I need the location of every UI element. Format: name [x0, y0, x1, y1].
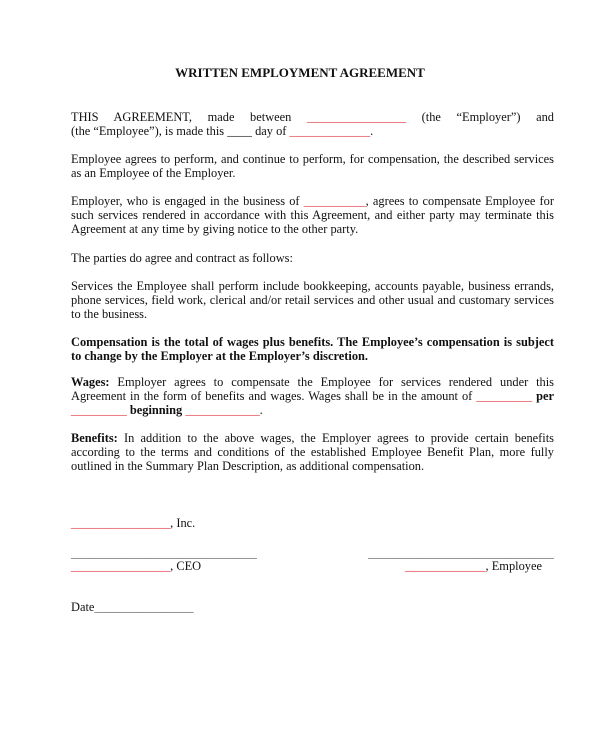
text-line — [71, 306, 147, 322]
text-line — [405, 558, 542, 574]
text-segment: to the business. — [71, 307, 148, 321]
text-segment: In addition to the above wages, the Employer agrees to provide certain benefits — [117, 431, 554, 445]
fill-in-blank[interactable]: _____________ — [289, 124, 371, 138]
text-segment: Employee agrees to perform, and continue to perform, for compensation, the described services — [71, 152, 554, 166]
fill-in-blank[interactable]: _________ — [476, 389, 533, 403]
text-segment: , Employee — [485, 559, 542, 573]
text-line — [71, 515, 195, 531]
text-segment: , Inc. — [170, 516, 196, 530]
text-segment: Employer, who is engaged in the business of — [71, 194, 304, 208]
text-line — [71, 165, 235, 181]
document-title: WRITTEN EMPLOYMENT AGREEMENT — [175, 65, 425, 80]
text-line — [71, 221, 358, 237]
text-segment: Compensation is the total of wages plus benefits. The Employee’s compensation is subject — [71, 335, 554, 349]
text-segment: day of — [252, 124, 290, 138]
text-line — [71, 348, 368, 364]
text-segment: Employer agrees to compensate the Employee for services rendered under this — [109, 375, 554, 389]
text-segment: according to the terms and conditions of the established Employee Benefit Plan, more fully — [71, 445, 554, 459]
fill-in-blank[interactable]: _____________ — [405, 559, 486, 573]
text-line — [71, 250, 293, 266]
fill-in-blank[interactable]: ____________ — [185, 403, 260, 417]
fill-in-blank[interactable]: ________________ — [71, 559, 171, 573]
signature-line: ______________________________ — [368, 546, 554, 560]
text-segment: , CEO — [170, 559, 202, 573]
fill-in-blank[interactable]: ________________ — [71, 516, 171, 530]
text-line — [71, 123, 373, 139]
fill-in-blank[interactable]: _________ — [71, 403, 127, 417]
signature-line: ______________________________ — [71, 546, 257, 560]
text-line — [71, 599, 194, 615]
text-segment: . — [370, 124, 374, 138]
text-line — [71, 558, 201, 574]
text-segment: phone services, field work, clerical and/or retail services and other usual and customary services — [71, 293, 554, 307]
text-segment: Agreement at any time by giving notice to the other party. — [71, 222, 359, 236]
text-line — [71, 402, 263, 418]
text-segment: as an Employee of the Employer. — [71, 166, 236, 180]
text-segment: outlined in the Summary Plan Description, as additional compensation. — [71, 459, 425, 473]
text-segment: Agreement in the form of benefits and wages. Wages shall be in the amount of — [71, 389, 477, 403]
text-segment: per — [532, 389, 554, 403]
text-segment: . — [259, 403, 263, 417]
text-segment: The parties do agree and contract as follows: — [71, 251, 293, 265]
text-segment: (the “Employee”), is made this — [71, 124, 228, 138]
text-segment: , agrees to compensate Employee for — [365, 194, 554, 208]
text-segment: THIS AGREEMENT, made between — [71, 110, 307, 124]
text-segment: Benefits: — [71, 431, 118, 445]
signature-line: ________________ — [94, 600, 194, 614]
text-segment: such services rendered in accordance with this Agreement, and either party may terminate this — [71, 208, 554, 222]
text-segment: to change by the Employer at the Employer’s discretion. — [71, 349, 369, 363]
text-segment: beginning — [126, 403, 186, 417]
text-segment: Date — [71, 600, 95, 614]
text-segment: (the “Employer”) and — [406, 110, 554, 124]
fill-in-blank[interactable]: ________________ — [306, 110, 407, 124]
text-segment: Wages: — [71, 375, 110, 389]
text-line — [71, 458, 424, 474]
fill-in-blank[interactable]: __________ — [303, 194, 366, 208]
text-segment: Services the Employee shall perform include bookkeeping, accounts payable, business errands, — [71, 279, 554, 293]
signature-line: ____ — [227, 124, 252, 138]
